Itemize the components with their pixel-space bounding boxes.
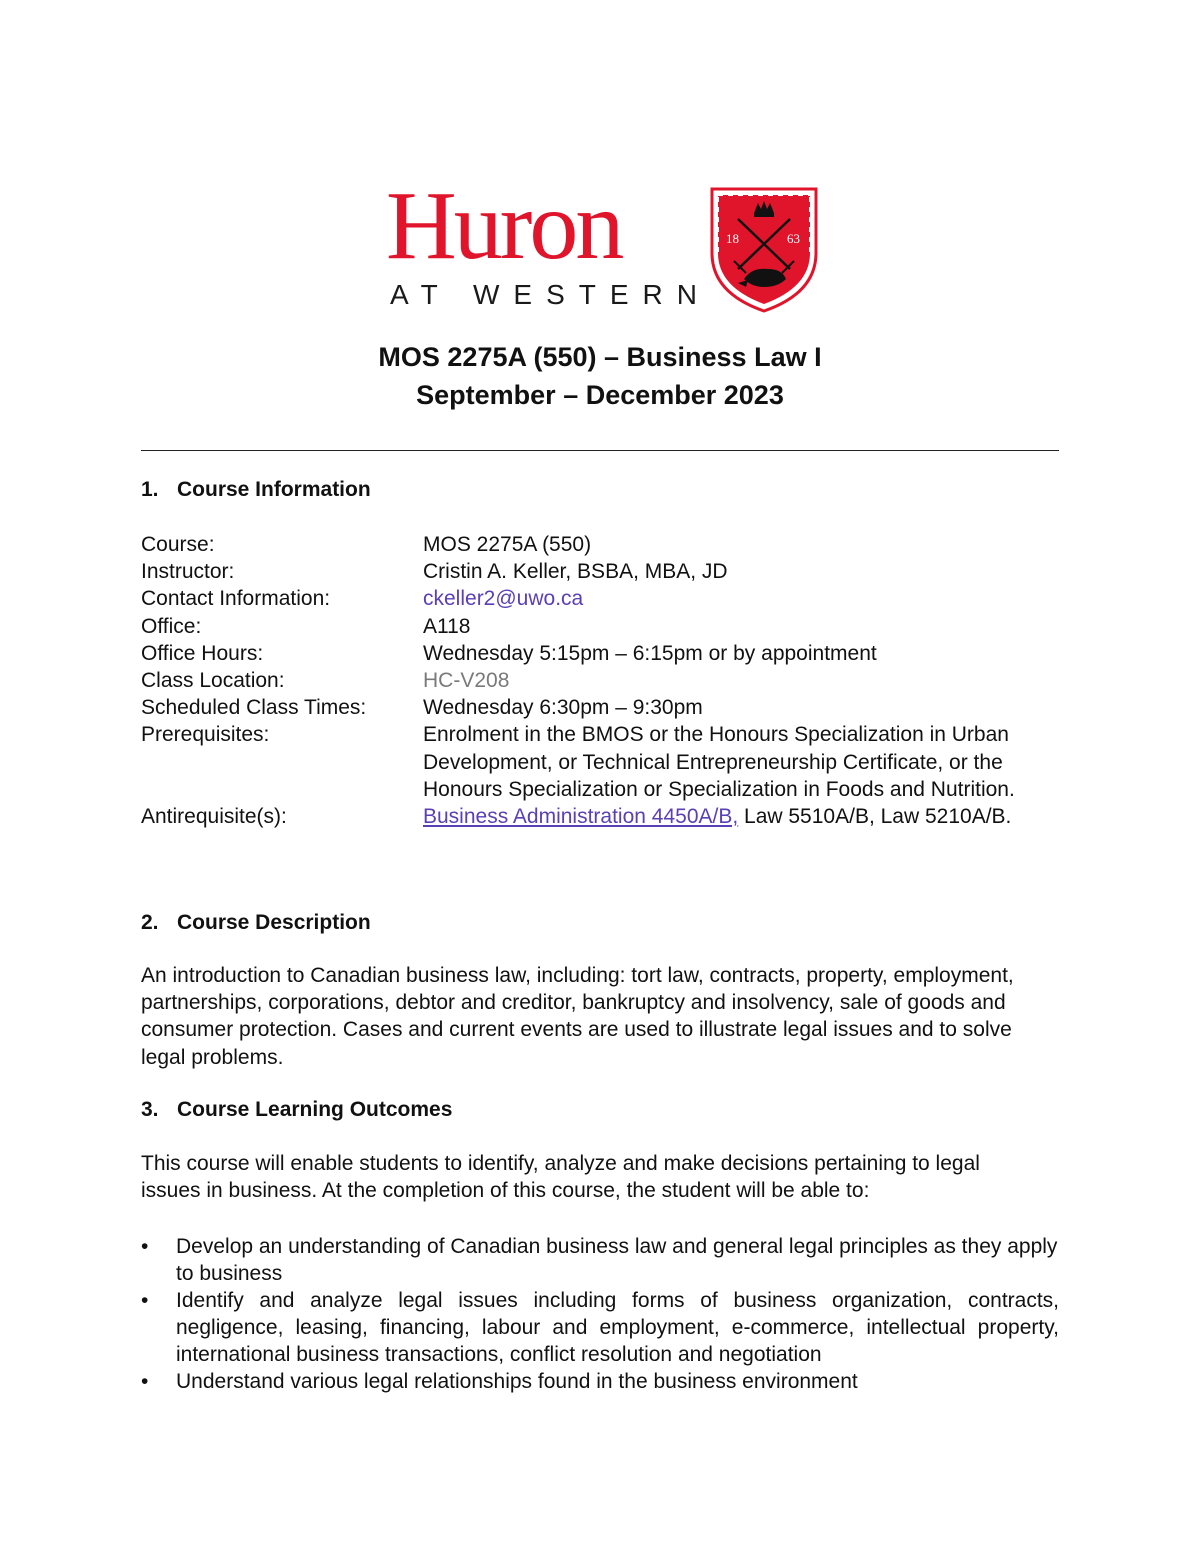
info-row-office	[141, 613, 1071, 640]
section-heading-course-information	[141, 478, 371, 502]
info-value: A118	[423, 614, 471, 638]
section-heading-course-description	[141, 911, 371, 935]
info-value: Wednesday 5:15pm – 6:15pm or by appointment	[423, 641, 877, 665]
bullet-icon: •	[141, 1235, 149, 1258]
info-value: Cristin A. Keller, BSBA, MBA, JD	[423, 560, 728, 584]
huron-logo	[386, 172, 826, 315]
info-label: Instructor:	[141, 560, 235, 584]
info-row-class-location	[141, 667, 1071, 694]
info-value: Enrolment in the BMOS or the Honours Specialization in Urban Development, or Technical Entrepreneurship Certificate, or the Honours Specialization or Specialization in Foods and Nutrition.	[423, 723, 1015, 801]
info-row-course	[141, 531, 1071, 558]
list-item-text: Identify and analyze legal issues including forms of business organization, contracts, negligence, leasing, financing, labour and employment, e-commerce, intellectual property, international business transactions, conflict resolution and negotiation	[176, 1289, 1059, 1366]
bullet-icon: •	[141, 1370, 149, 1393]
section-number: 2.	[141, 911, 159, 934]
crest-year-right: 63	[787, 231, 800, 246]
info-row-prerequisites	[141, 721, 1071, 803]
section-number: 3.	[141, 1098, 159, 1121]
list-item	[141, 1368, 1059, 1395]
course-info-table	[141, 531, 1071, 830]
email-link[interactable]: ckeller2@uwo.ca	[423, 587, 584, 611]
crest-icon	[708, 183, 820, 315]
location-link[interactable]: HC-V208	[423, 669, 510, 693]
outcomes-list	[141, 1233, 1059, 1395]
course-title: MOS 2275A (550) – Business Law I	[378, 342, 822, 372]
bullet-icon: •	[141, 1289, 149, 1312]
info-label: Contact Information:	[141, 587, 331, 611]
logo-subtitle: AT WESTERN	[390, 279, 711, 310]
info-label: Prerequisites:	[141, 723, 270, 747]
course-dates: September – December 2023	[416, 380, 784, 410]
info-value: Law 5510A/B, Law 5210A/B.	[738, 805, 1012, 829]
title-divider	[141, 450, 1059, 451]
outcomes-intro: This course will enable students to identify, analyze and make decisions pertaining to legal issues in business. At the completion of this course, the student will be able to:	[141, 1152, 980, 1203]
list-item-text: Understand various legal relationships found in the business environment	[176, 1370, 858, 1393]
info-label: Course:	[141, 533, 215, 556]
course-description: An introduction to Canadian business law, including: tort law, contracts, property, employment, partnerships, corporations, debtor and creditor, bankruptcy and insolvency, sale of goods and consumer protection. Cases and current events are used to illustrate legal issues and to solve legal problems.	[141, 964, 1014, 1069]
info-label: Office Hours:	[141, 641, 264, 665]
info-value: MOS 2275A (550)	[423, 533, 592, 556]
info-label: Antirequisite(s):	[141, 805, 287, 829]
antirequisite-link[interactable]: Business Administration 4450A/B,	[423, 805, 739, 829]
list-item	[141, 1233, 1059, 1287]
info-row-office-hours	[141, 640, 1071, 667]
section-title: Course Description	[177, 911, 371, 934]
section-heading-learning-outcomes	[141, 1098, 452, 1122]
section-title: Course Learning Outcomes	[177, 1098, 453, 1121]
info-row-instructor	[141, 558, 1071, 585]
info-label: Office:	[141, 614, 202, 638]
list-item	[141, 1287, 1059, 1368]
list-item-text: Develop an understanding of Canadian business law and general legal principles as they apply to business	[176, 1235, 1058, 1285]
section-number: 1.	[141, 478, 159, 501]
info-value: Wednesday 6:30pm – 9:30pm	[423, 696, 703, 720]
crest-year-left: 18	[726, 231, 739, 246]
info-row-antirequisites	[141, 803, 1071, 830]
section-title: Course Information	[177, 478, 371, 501]
logo-wordmark: Huron	[386, 172, 622, 280]
info-label: Scheduled Class Times:	[141, 696, 367, 720]
info-row-class-times	[141, 694, 1071, 721]
info-row-contact	[141, 585, 1071, 612]
info-label: Class Location:	[141, 669, 285, 693]
